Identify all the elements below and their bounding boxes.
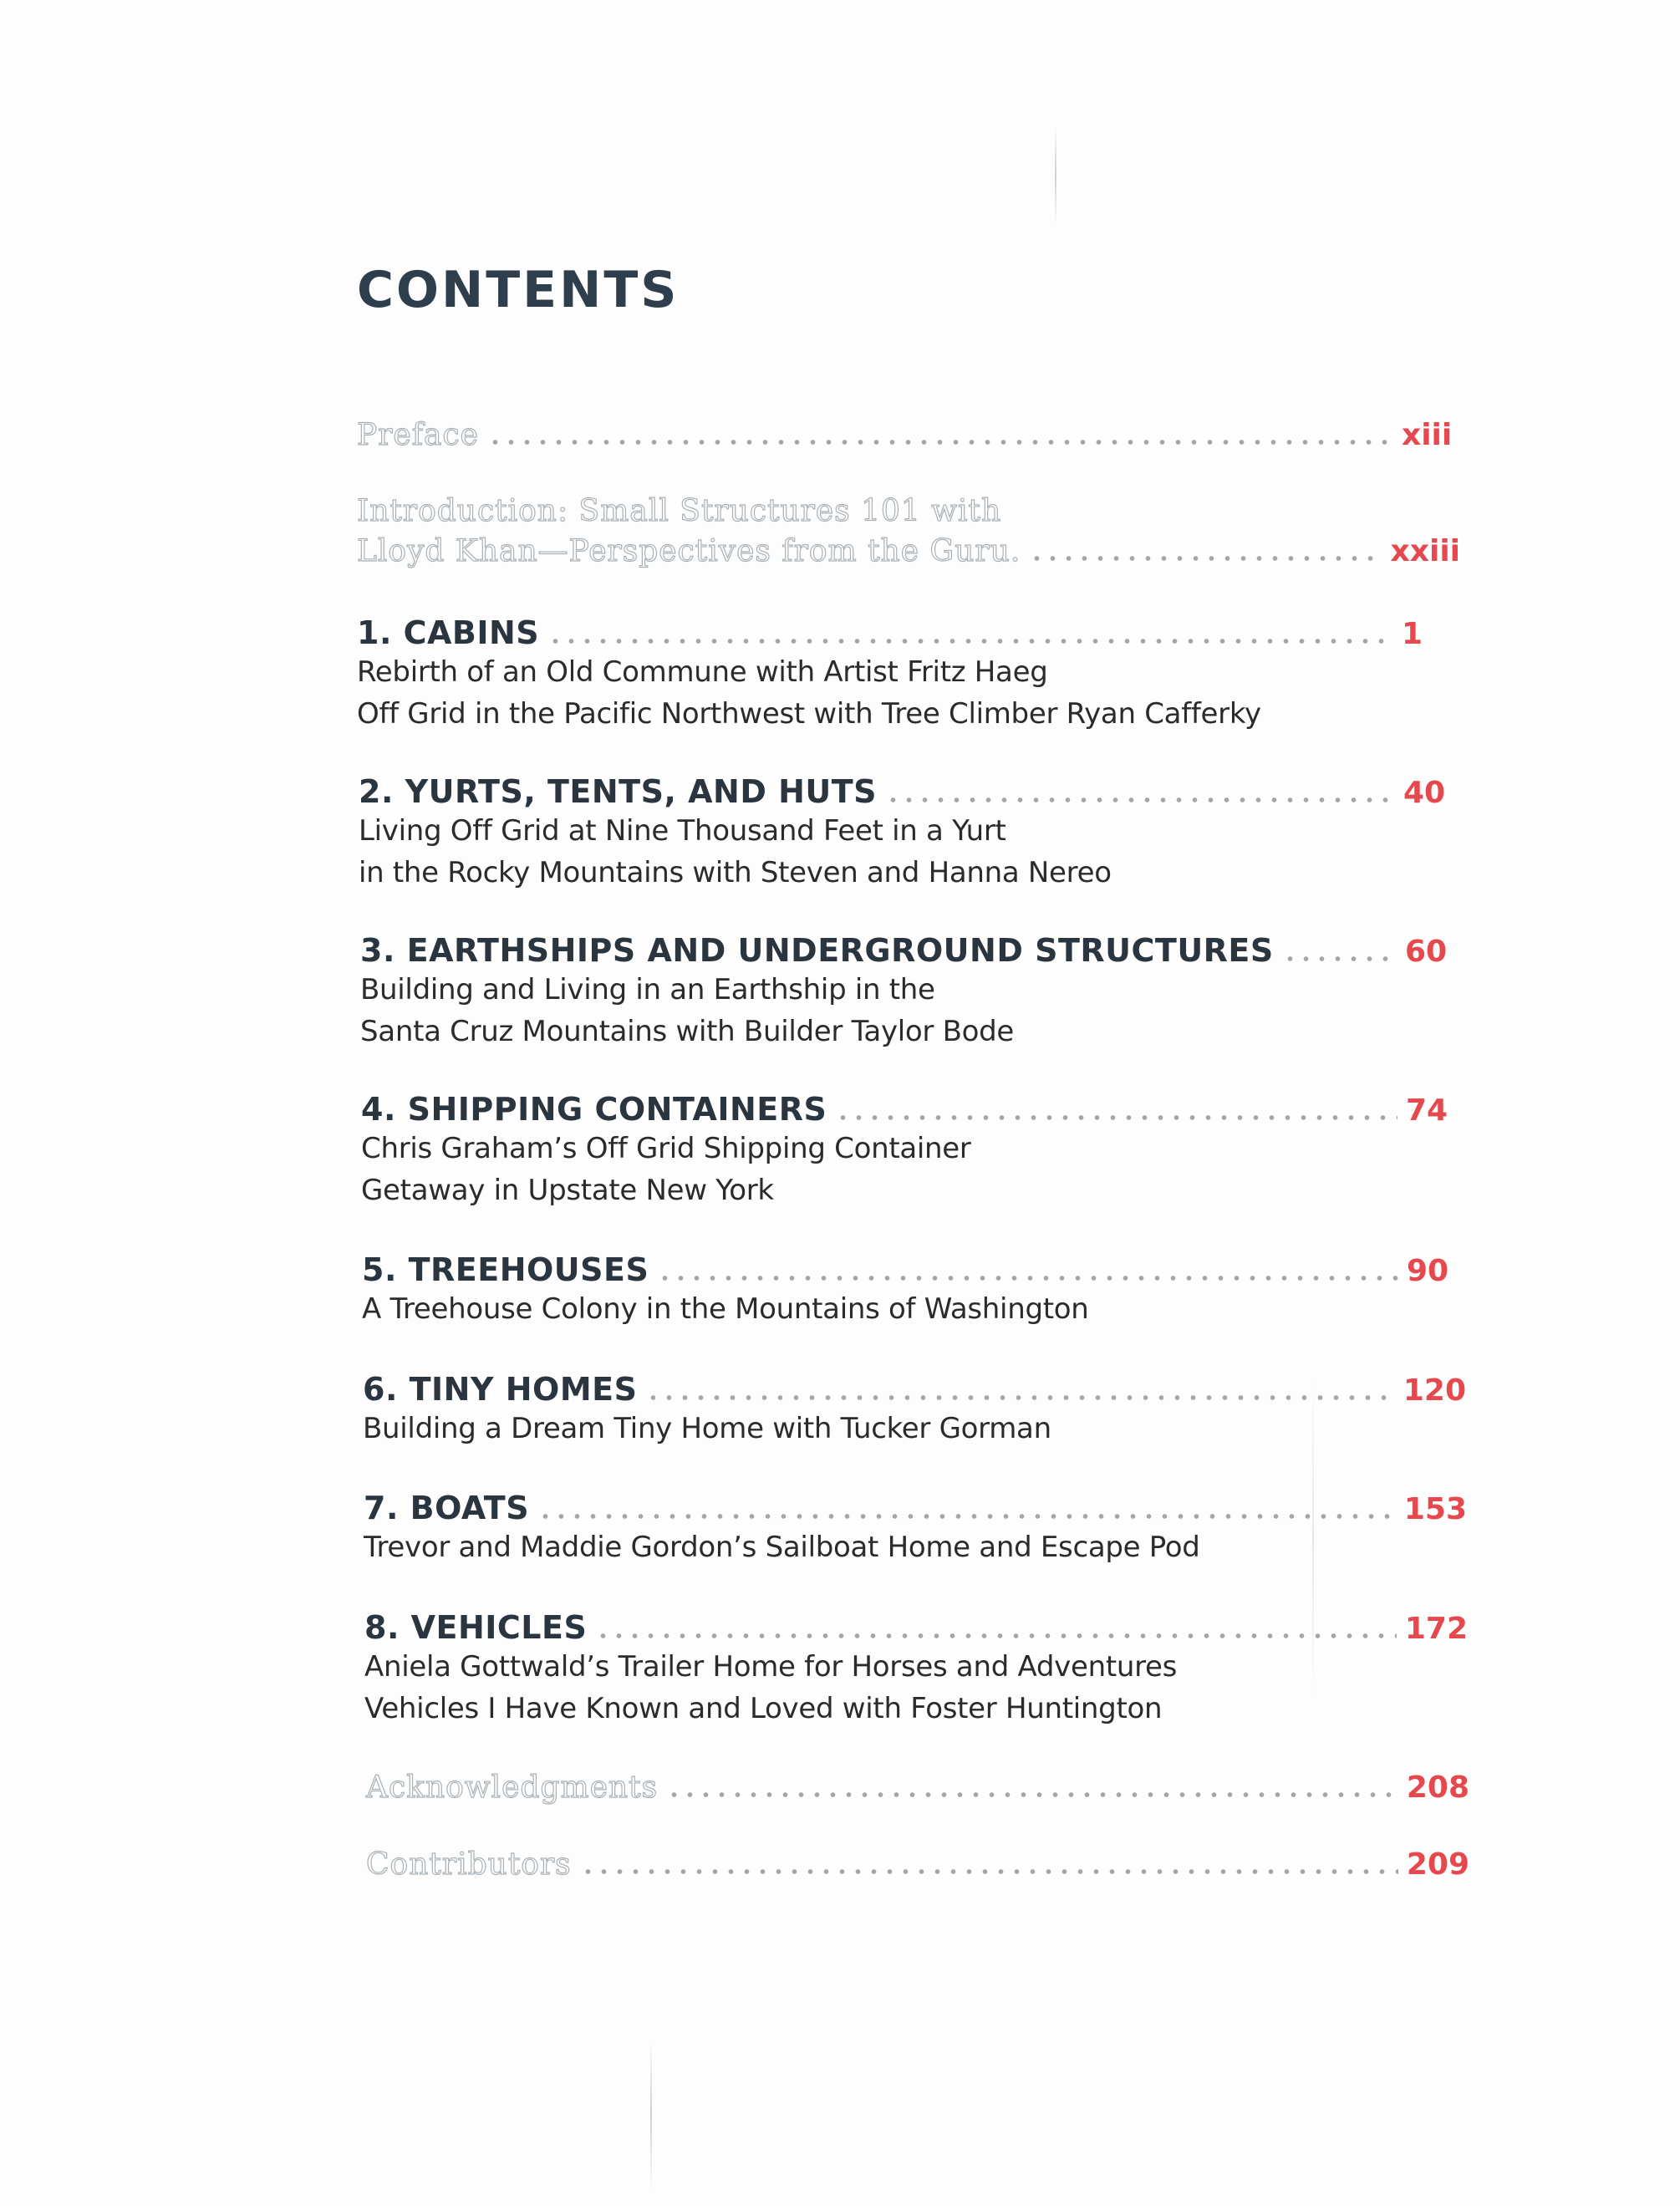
chapter-subtitle: Living Off Grid at Nine Thousand Feet in a Yurt bbox=[359, 814, 1006, 848]
chapter-subtitle: Building and Living in an Earthship in the bbox=[360, 973, 935, 1006]
page-number: 208 bbox=[1406, 1770, 1469, 1805]
chapter-subtitle: in the Rocky Mountains with Steven and Hanna Nereo bbox=[359, 856, 1112, 889]
page-number: 74 bbox=[1406, 1093, 1448, 1128]
chapter-subtitle: Rebirth of an Old Commune with Artist Fritz Haeg bbox=[357, 655, 1048, 689]
dot-leader bbox=[595, 1633, 1397, 1639]
page-number: 60 bbox=[1405, 935, 1448, 969]
chapter-heading: 5. TREEHOUSES bbox=[362, 1251, 649, 1288]
toc-label-line2: Lloyd Khan—Perspectives from the Guru. bbox=[357, 534, 1021, 568]
chapter-subtitle: Off Grid in the Pacific Northwest with Tree Climber Ryan Cafferky bbox=[357, 697, 1261, 731]
toc-entry-chapter-6[interactable] bbox=[363, 1371, 1466, 1449]
toc-label: Preface bbox=[357, 418, 479, 452]
dot-leader bbox=[885, 797, 1395, 803]
dot-leader bbox=[1029, 555, 1382, 562]
chapter-heading: 3. EARTHSHIPS AND UNDERGROUND STRUCTURES bbox=[360, 932, 1274, 969]
toc-label: Acknowledgments bbox=[366, 1770, 659, 1805]
toc-label: Contributors bbox=[366, 1847, 572, 1882]
dot-leader bbox=[657, 1275, 1398, 1281]
page-title: CONTENTS bbox=[357, 261, 680, 319]
toc-entry-chapter-1[interactable] bbox=[357, 614, 1460, 735]
page-number: 120 bbox=[1403, 1373, 1466, 1408]
page-number: 172 bbox=[1404, 1612, 1468, 1646]
dot-leader bbox=[666, 1791, 1398, 1798]
dot-leader bbox=[645, 1394, 1394, 1401]
page-number: 1 bbox=[1402, 617, 1423, 651]
chapter-subtitle: Vehicles I Have Known and Loved with Foster Huntington bbox=[364, 1692, 1163, 1725]
dot-leader bbox=[547, 638, 1393, 644]
toc-entry-introduction[interactable] bbox=[357, 489, 1460, 568]
chapter-subtitle: Trevor and Maddie Gordon’s Sailboat Home and Escape Pod bbox=[364, 1531, 1200, 1564]
scan-artifact-bottom bbox=[650, 2040, 652, 2190]
chapter-subtitle: Chris Graham’s Off Grid Shipping Container bbox=[361, 1132, 971, 1165]
page-number: 40 bbox=[1403, 776, 1446, 810]
toc-entry-acknowledgments[interactable] bbox=[366, 1770, 1469, 1805]
chapter-heading: 7. BOATS bbox=[364, 1490, 530, 1526]
toc-entry-contributors[interactable] bbox=[366, 1847, 1469, 1882]
dot-leader bbox=[835, 1114, 1397, 1121]
dot-leader bbox=[1282, 955, 1397, 962]
chapter-subtitle: Getaway in Upstate New York bbox=[361, 1174, 774, 1207]
chapter-subtitle: A Treehouse Colony in the Mountains of Washington bbox=[362, 1292, 1089, 1326]
chapter-subtitle: Santa Cruz Mountains with Builder Taylor Bode bbox=[360, 1015, 1015, 1048]
toc-entry-chapter-2[interactable] bbox=[359, 773, 1462, 894]
toc-entry-preface[interactable] bbox=[357, 418, 1460, 452]
toc-entry-chapter-8[interactable] bbox=[364, 1609, 1468, 1730]
toc-entry-chapter-4[interactable] bbox=[361, 1091, 1464, 1211]
dot-leader bbox=[487, 439, 1393, 446]
toc-entry-chapter-5[interactable] bbox=[362, 1251, 1465, 1330]
toc-entry-chapter-3[interactable] bbox=[360, 932, 1464, 1052]
chapter-heading: 4. SHIPPING CONTAINERS bbox=[361, 1091, 827, 1128]
page-number: xiii bbox=[1402, 418, 1453, 452]
toc-entry-chapter-7[interactable] bbox=[364, 1490, 1467, 1568]
chapter-subtitle: Building a Dream Tiny Home with Tucker Gorman bbox=[363, 1412, 1051, 1445]
scan-artifact-top bbox=[1055, 125, 1056, 226]
page-number: 209 bbox=[1406, 1847, 1469, 1882]
chapter-heading: 2. YURTS, TENTS, AND HUTS bbox=[359, 773, 878, 810]
chapter-heading: 8. VEHICLES bbox=[364, 1609, 588, 1646]
page-number: 90 bbox=[1407, 1254, 1449, 1288]
page-number: 153 bbox=[1403, 1492, 1467, 1526]
dot-leader bbox=[580, 1868, 1398, 1875]
chapter-heading: 1. CABINS bbox=[357, 614, 540, 651]
page-number: xxiii bbox=[1390, 534, 1460, 568]
chapter-subtitle: Aniela Gottwald’s Trailer Home for Horses and Adventures bbox=[364, 1650, 1178, 1684]
chapter-heading: 6. TINY HOMES bbox=[363, 1371, 638, 1408]
dot-leader bbox=[537, 1513, 1396, 1520]
toc-label-line1: Introduction: Small Structures 101 with bbox=[357, 494, 1002, 528]
